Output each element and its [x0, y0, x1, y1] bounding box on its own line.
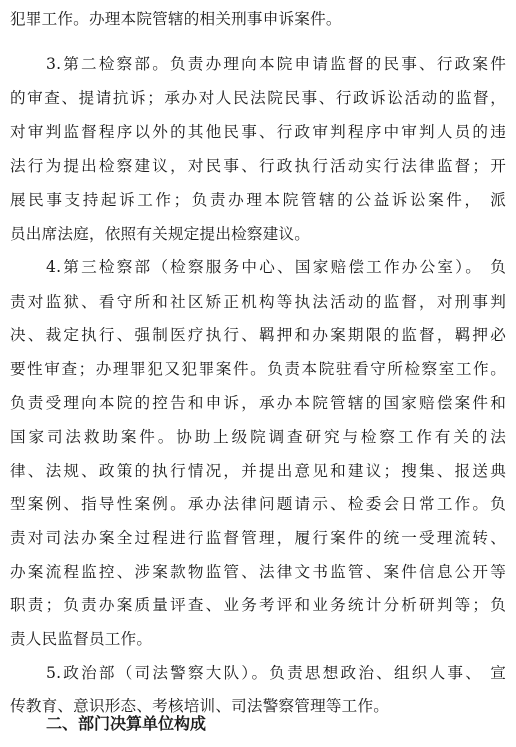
text-line: 办案流程监控、涉案款物监管、法律文书监管、案件信息公开等 [10, 563, 506, 581]
text-line: 法行为提出检察建议，对民事、行政执行活动实行法律监督；开 [10, 157, 506, 175]
text-line: 型案例、指导性案例。承办法律问题请示、检委会日常工作。负 [10, 495, 506, 513]
text-line: 负责受理向本院的控告和申诉，承办本院管辖的国家赔偿案件和 [10, 394, 506, 412]
text-line: 展民事支持起诉工作；负责办理本院管辖的公益诉讼案件， 派 [10, 191, 506, 209]
text-line: 要性审查；办理罪犯又犯罪案件。负责本院驻看守所检察室工作。 [10, 360, 506, 378]
text-line: 传教育、意识形态、考核培训、司法警察管理等工作。 [10, 697, 390, 715]
text-line: 责对监狱、看守所和社区矫正机构等执法活动的监督，对刑事判 [10, 293, 506, 311]
text-line: 职责；负责办案质量评查、业务考评和业务统计分析研判等；负 [10, 596, 506, 614]
text-line: 员出席法庭，依照有关规定提出检察建议。 [10, 225, 311, 243]
text-line: 责人民监督员工作。 [10, 630, 153, 648]
text-line: 责对司法办案全过程进行监督管理，履行案件的统一受理流转、 [10, 529, 506, 547]
section-heading: 二、部门决算单位构成 [46, 714, 207, 733]
text-line: 4.第三检察部（检察服务中心、国家赔偿工作办公室）。 负 [46, 258, 506, 276]
text-line: 律、法规、政策的执行情况，并提出意见和建议；搜集、报送典 [10, 462, 506, 480]
text-line: 5.政治部（司法警察大队）。负责思想政治、组织人事、 宣 [46, 664, 506, 682]
text-line: 决、裁定执行、强制医疗执行、羁押和办案期限的监督，羁押必 [10, 326, 506, 344]
text-line: 犯罪工作。办理本院管辖的相关刑事申诉案件。 [10, 10, 342, 28]
text-line: 3.第二检察部。负责办理向本院申请监督的民事、行政案件 [46, 55, 506, 73]
text-line: 对审判监督程序以外的其他民事、行政审判程序中审判人员的违 [10, 123, 506, 141]
text-line: 国家司法救助案件。协助上级院调查研究与检察工作有关的法 [10, 428, 506, 446]
text-line: 的审查、提请抗诉；承办对人民法院民事、行政诉讼活动的监督， [10, 89, 506, 107]
